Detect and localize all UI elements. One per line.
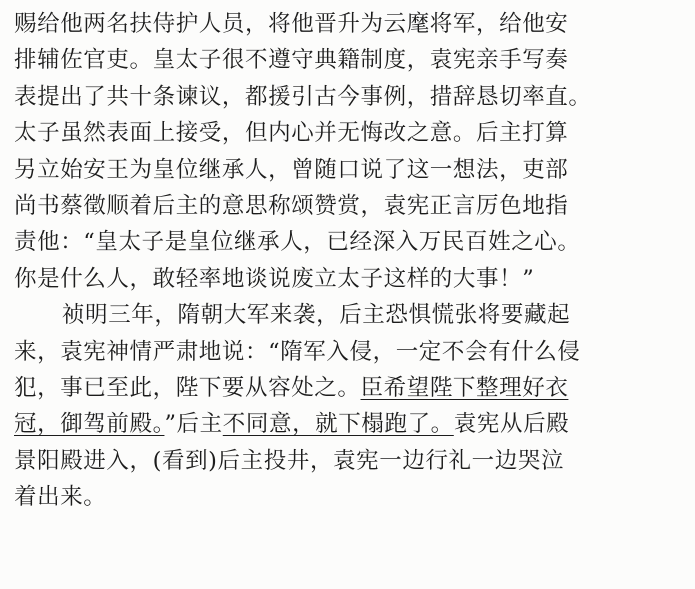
text-line bbox=[14, 406, 686, 442]
text-line: 表提出了共十条谏议，都援引古今事例，措辞恳切率直。 bbox=[14, 83, 592, 110]
paragraph-start-line: 祯明三年，隋朝大军来袭，后主恐惧慌张将要藏起 bbox=[62, 302, 571, 329]
text-segment: ”后主 bbox=[164, 411, 223, 438]
text-line: 太子虽然表面上接受，但内心并无悔改之意。后主打算 bbox=[14, 120, 569, 147]
text-line: 着出来。 bbox=[14, 484, 107, 511]
underlined-text: 臣希望陛下整理好衣 bbox=[360, 374, 569, 401]
text-line: 责他：“皇太子是皇位继承人，已经深入万民百姓之心。 bbox=[14, 229, 581, 256]
underlined-text: 冠，御驾前殿。 bbox=[14, 411, 165, 438]
text-line bbox=[14, 370, 686, 406]
text-line: 排辅佐官吏。皇太子很不遵守典籍制度，袁宪亲手写奏 bbox=[14, 47, 569, 74]
underlined-text: 不同意，就下榻跑了。 bbox=[222, 411, 454, 438]
text-line: 你是什么人，敢轻率地谈说废立太子这样的大事！” bbox=[14, 265, 535, 292]
text-segment: 袁宪从后殿 bbox=[453, 411, 570, 438]
body-text bbox=[14, 6, 686, 515]
text-line: 赐给他两名扶侍护人员，将他晋升为云麾将军，给他安 bbox=[14, 11, 569, 37]
text-segment: 犯，事已至此，陛下要从容处之。 bbox=[14, 374, 361, 401]
text-line: 尚书蔡徵顺着后主的意思称颂赞赏，袁宪正言厉色地指 bbox=[14, 192, 569, 219]
text-line: 另立始安王为皇位继承人，曾随口说了这一想法，吏部 bbox=[14, 156, 569, 183]
text-line: 来，袁宪神情严肃地说：“隋军入侵，一定不会有什么侵 bbox=[14, 338, 581, 365]
text-line: 景阳殿进入，(看到)后主投井，袁宪一边行礼一边哭泣 bbox=[14, 447, 565, 474]
